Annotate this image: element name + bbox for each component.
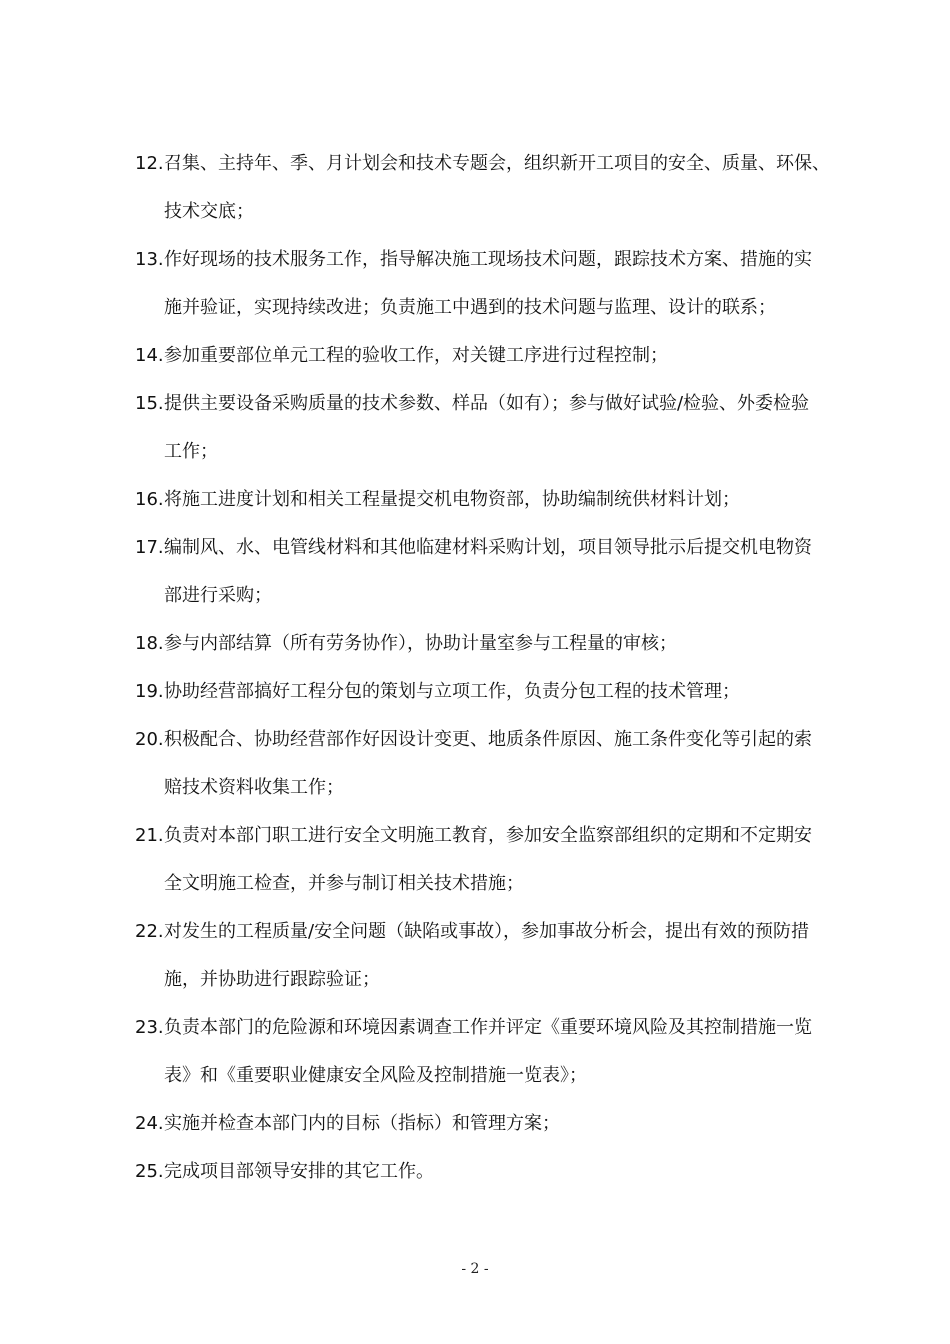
list-item	[135, 476, 815, 524]
duty-list	[135, 140, 830, 1196]
list-item	[135, 1004, 815, 1100]
item-number: 17.	[135, 537, 164, 558]
item-text	[164, 1148, 815, 1196]
list-item	[135, 716, 815, 812]
list-item	[135, 812, 815, 908]
item-text	[164, 1100, 815, 1148]
item-text-line: 负责本部门的危险源和环境因素调查工作并评定《重要环境风险及其控制措施一览	[164, 1017, 812, 1038]
item-text-line: 部进行采购；	[164, 585, 272, 606]
item-number: 18.	[135, 633, 164, 654]
item-text	[164, 908, 815, 1004]
item-text-line: 表》和《重要职业健康安全风险及控制措施一览表》；	[164, 1065, 587, 1086]
item-text	[164, 332, 815, 380]
item-text-line: 完成项目部领导安排的其它工作。	[164, 1161, 434, 1182]
item-text-line: 召集、主持年、季、月计划会和技术专题会，组织新开工项目的安全、质量、环保、	[164, 153, 830, 174]
list-item	[135, 668, 815, 716]
page-number: - 2 -	[461, 1261, 489, 1277]
item-number: 21.	[135, 825, 164, 846]
item-text-line: 赔技术资料收集工作；	[164, 777, 344, 798]
item-number: 23.	[135, 1017, 164, 1038]
item-text	[164, 668, 815, 716]
list-item	[135, 908, 815, 1004]
item-text-line: 工作；	[164, 441, 218, 462]
item-text-line: 实施并检查本部门内的目标（指标）和管理方案；	[164, 1113, 560, 1134]
item-number: 16.	[135, 489, 164, 510]
list-item	[135, 236, 815, 332]
list-item	[135, 380, 815, 476]
item-number: 12.	[135, 153, 164, 174]
item-number: 13.	[135, 249, 164, 270]
item-text-line: 将施工进度计划和相关工程量提交机电物资部，协助编制统供材料计划；	[164, 489, 740, 510]
item-text	[164, 524, 815, 620]
item-text-line: 技术交底；	[164, 201, 254, 222]
list-item	[135, 1100, 815, 1148]
item-text	[164, 620, 815, 668]
item-number: 15.	[135, 393, 164, 414]
item-text-line: 参与内部结算（所有劳务协作），协助计量室参与工程量的审核；	[164, 633, 677, 654]
item-text-line: 积极配合、协助经营部作好因设计变更、地质条件原因、施工条件变化等引起的索	[164, 729, 812, 750]
item-text	[164, 1004, 815, 1100]
item-text	[164, 476, 815, 524]
list-item	[135, 620, 815, 668]
item-text	[164, 380, 815, 476]
item-text	[164, 716, 815, 812]
item-number: 25.	[135, 1161, 164, 1182]
item-text	[164, 236, 815, 332]
item-number: 19.	[135, 681, 164, 702]
list-item	[135, 524, 815, 620]
item-text-line: 对发生的工程质量/安全问题（缺陷或事故），参加事故分析会，提出有效的预防措	[164, 921, 810, 942]
item-text-line: 参加重要部位单元工程的验收工作，对关键工序进行过程控制；	[164, 345, 668, 366]
item-number: 22.	[135, 921, 164, 942]
item-text-line: 施，并协助进行跟踪验证；	[164, 969, 380, 990]
item-number: 24.	[135, 1113, 164, 1134]
list-item	[135, 1148, 815, 1196]
item-text-line: 全文明施工检查，并参与制订相关技术措施；	[164, 873, 524, 894]
item-text	[164, 140, 830, 236]
item-text-line: 协助经营部搞好工程分包的策划与立项工作，负责分包工程的技术管理；	[164, 681, 740, 702]
item-number: 20.	[135, 729, 164, 750]
item-text-line: 施并验证，实现持续改进；负责施工中遇到的技术问题与监理、设计的联系；	[164, 297, 776, 318]
item-number: 14.	[135, 345, 164, 366]
list-item	[135, 140, 830, 236]
item-text-line: 编制风、水、电管线材料和其他临建材料采购计划，项目领导批示后提交机电物资	[164, 537, 812, 558]
item-text-line: 提供主要设备采购质量的技术参数、样品（如有）；参与做好试验/检验、外委检验	[164, 393, 810, 414]
item-text-line: 作好现场的技术服务工作，指导解决施工现场技术问题，跟踪技术方案、措施的实	[164, 249, 812, 270]
item-text	[164, 812, 815, 908]
item-text-line: 负责对本部门职工进行安全文明施工教育，参加安全监察部组织的定期和不定期安	[164, 825, 812, 846]
list-item	[135, 332, 815, 380]
